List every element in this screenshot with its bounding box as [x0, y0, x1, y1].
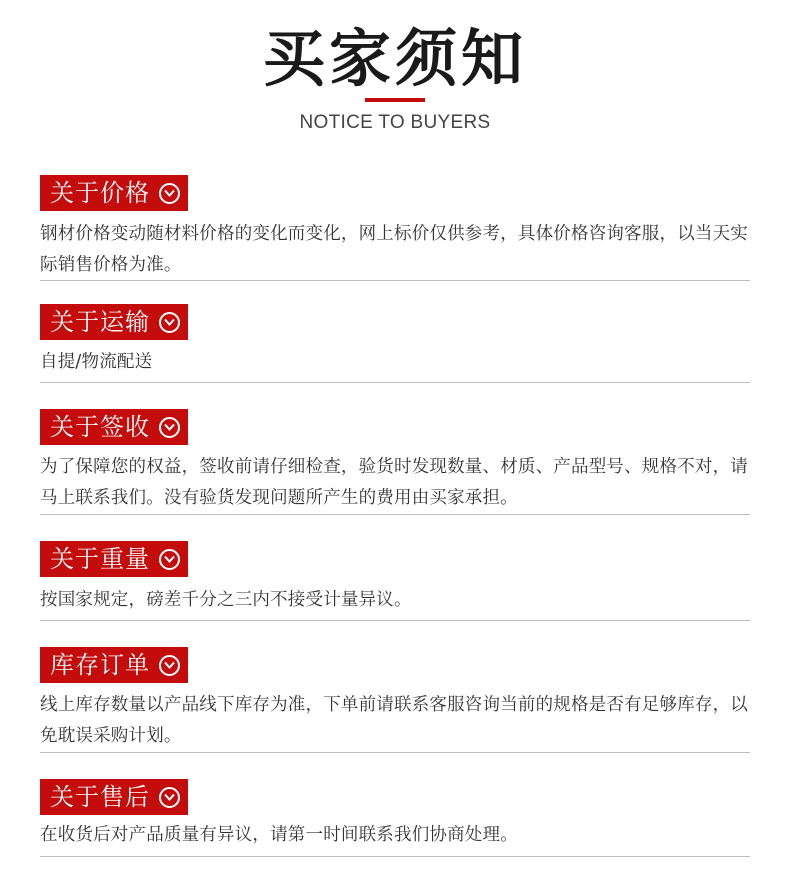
chevron-down-circle-icon [159, 787, 180, 808]
chevron-down-circle-icon [159, 312, 180, 333]
section-tag [40, 175, 188, 211]
section-text: 自提/物流配送 [40, 352, 153, 372]
divider [40, 856, 750, 857]
section-tag-label: 关于运输 [50, 308, 150, 336]
section-text: 为了保障您的权益，签收前请仔细检查，验货时发现数量、材质、产品型号、规格不对，请马上联系我们。没有验货发现问题所产生的费用由买家承担。 [40, 457, 748, 508]
chevron-down-circle-icon [159, 655, 180, 676]
page-title: 买家须知 [262, 22, 527, 95]
section-tag [40, 409, 188, 445]
header [0, 0, 790, 150]
title-underline [365, 98, 425, 102]
section-tag-label: 关于价格 [50, 179, 150, 207]
section-tag [40, 647, 188, 683]
chevron-down-circle-icon [159, 549, 180, 570]
section-tag-label: 关于重量 [50, 545, 150, 573]
divider [40, 752, 750, 753]
section-tag-label: 关于售后 [50, 783, 150, 811]
section-tag [40, 779, 188, 815]
section-text: 按国家规定，磅差千分之三内不接受计量异议。 [40, 590, 412, 610]
section-text: 钢材价格变动随材料价格的变化而变化，网上标价仅供参考，具体价格咨询客服，以当天实际销售价格为准。 [40, 224, 748, 275]
section-tag [40, 541, 188, 577]
chevron-down-circle-icon [159, 417, 180, 438]
divider [40, 514, 750, 515]
section-text: 在收货后对产品质量有异议，请第一时间联系我们协商处理。 [40, 825, 518, 845]
chevron-down-circle-icon [159, 183, 180, 204]
divider [40, 382, 750, 383]
page-subtitle: NOTICE TO BUYERS [299, 112, 491, 133]
divider [40, 620, 750, 621]
section-text: 线上库存数量以产品线下库存为准，下单前请联系客服咨询当前的规格是否有足够库存，以免耽误采购计划。 [40, 695, 748, 746]
section-tag [40, 304, 188, 340]
section-tag-label: 关于签收 [50, 413, 150, 441]
divider [40, 280, 750, 281]
section-tag-label: 库存订单 [50, 651, 150, 679]
